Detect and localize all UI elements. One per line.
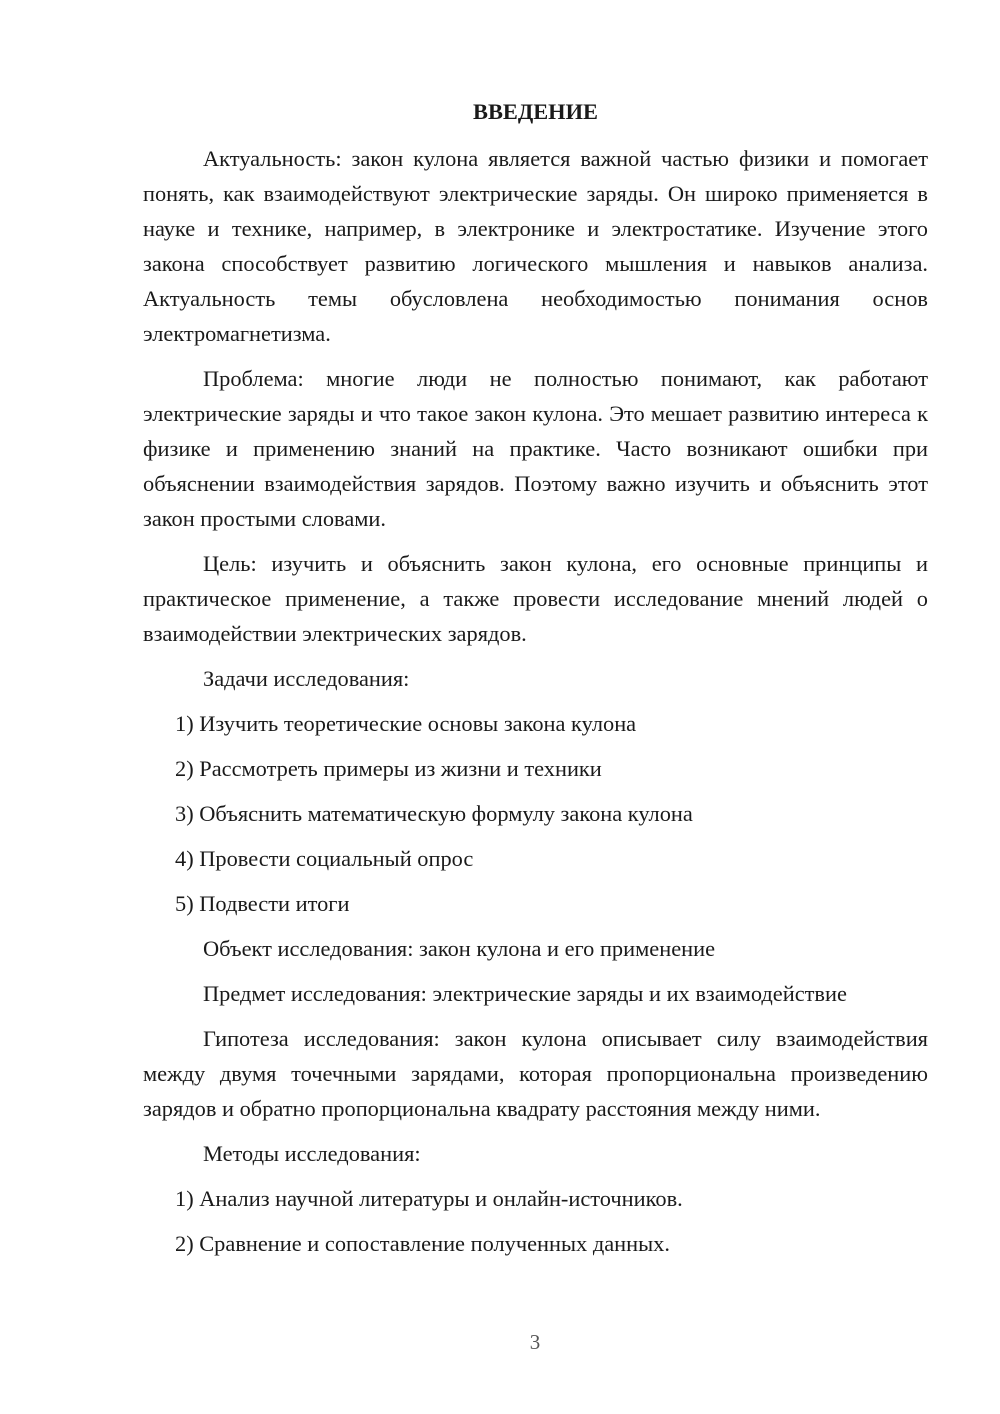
tasks-heading: Задачи исследования: — [203, 666, 410, 691]
methods-list — [143, 1181, 928, 1271]
relevance-paragraph: Актуальность: закон кулона является важной частью физики и помогает понять, как взаимодействуют электрические заряды. Он широко применяется в науке и технике, например, в электронике и электростатике. Изучение этого закона способствует развитию логического мышления и навыков анализа. Актуальность темы обусловлена необходимостью понимания основ электромагнетизма. — [143, 146, 928, 346]
task-item: 4) Провести социальный опрос — [175, 846, 474, 871]
tasks-list — [143, 706, 928, 931]
task-item: 3) Объяснить математическую формулу закона кулона — [175, 801, 693, 826]
section-title: ВВЕДЕНИЕ — [473, 99, 598, 124]
page-number: 3 — [529, 1330, 541, 1354]
task-item: 1) Изучить теоретические основы закона кулона — [175, 711, 637, 736]
subject-line: Предмет исследования: электрические заряды и их взаимодействие — [203, 981, 847, 1006]
problem-paragraph: Проблема: многие люди не полностью понимают, как работают электрические заряды и что такое закон кулона. Это мешает развитию интереса к физике и применению знаний на практике. Часто возникают ошибки при объяснении взаимодействия зарядов. Поэтому важно изучить и объяснить этот закон простыми словами. — [143, 366, 928, 531]
object-line: Объект исследования: закон кулона и его применение — [203, 936, 716, 961]
document-page — [143, 94, 928, 1271]
task-item: 2) Рассмотреть примеры из жизни и техники — [175, 756, 602, 781]
method-item: 2) Сравнение и сопоставление полученных данных. — [175, 1231, 670, 1256]
goal-paragraph: Цель: изучить и объяснить закон кулона, его основные принципы и практическое применение, а также провести исследование мнений людей о взаимодействии электрических зарядов. — [143, 551, 928, 646]
task-item: 5) Подвести итоги — [175, 891, 350, 916]
method-item: 1) Анализ научной литературы и онлайн-источников. — [175, 1186, 683, 1211]
methods-heading: Методы исследования: — [203, 1141, 421, 1166]
hypothesis-paragraph: Гипотеза исследования: закон кулона описывает силу взаимодействия между двумя точечными зарядами, которая пропорциональна произведению зарядов и обратно пропорциональна квадрату расстояния между ними. — [143, 1026, 928, 1121]
